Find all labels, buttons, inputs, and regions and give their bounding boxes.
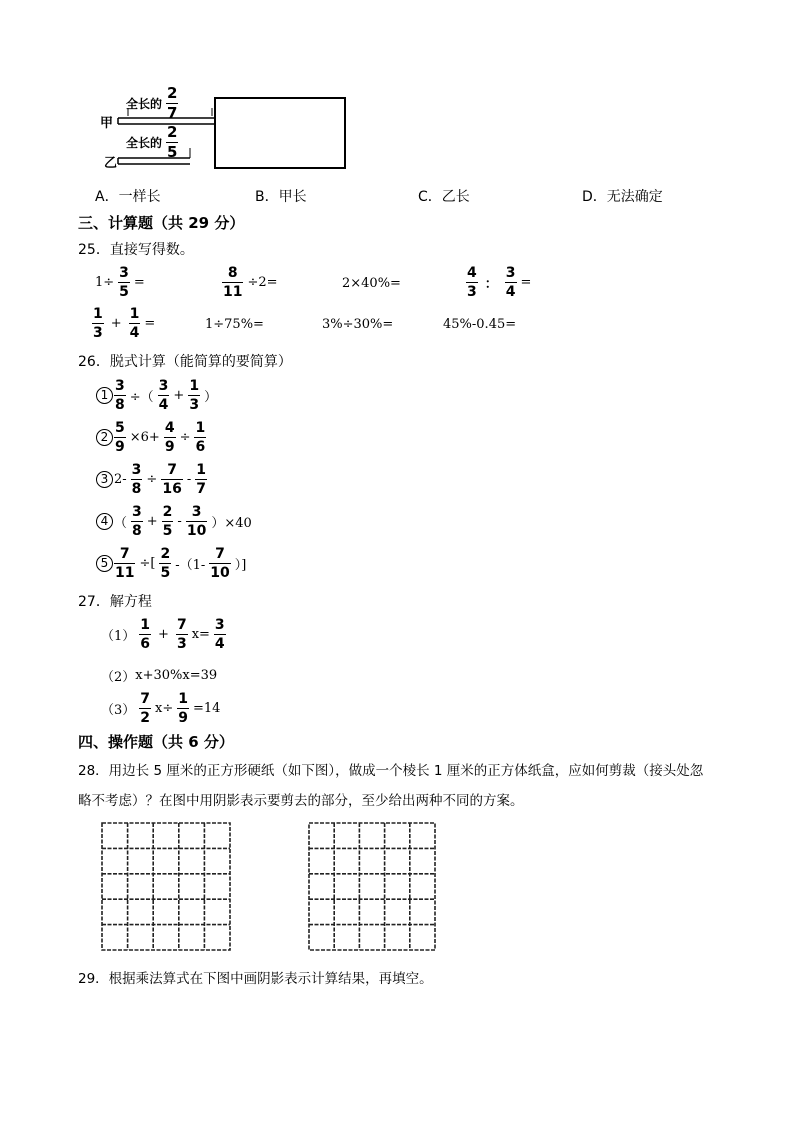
q27-title: 27．解方程 <box>78 594 152 610</box>
jia-caption <box>126 86 182 121</box>
fraction: $\frac{4}{3}$ <box>467 265 477 300</box>
fraction: $\frac{7}{10}$ <box>210 546 230 581</box>
circled-number: 4 <box>96 513 113 530</box>
q25-item-2: $\frac{8}{11}$ ÷2= <box>223 265 278 300</box>
q26-item-2: 2 $\frac{5}{9}$ ×6+ $\frac{4}{9}$ ÷ $\frac{1}{6}$ <box>96 421 210 454</box>
section-4-title: 四、操作题（共 6 分） <box>78 733 234 751</box>
q26-item-3: 3 2- $\frac{3}{8}$ ÷ $\frac{7}{16}$ - $\frac{1}{7}$ <box>96 463 211 496</box>
fraction: $\frac{1}{6}$ <box>140 617 151 652</box>
circled-number: 1 <box>96 387 113 404</box>
yi-caption <box>126 125 182 160</box>
fraction: $\frac{3}{10}$ <box>186 504 207 539</box>
q29-title: 29．根据乘法算式在下图中画阴影表示计算结果，再填空。 <box>78 971 433 987</box>
circled-number: 5 <box>96 555 113 572</box>
yi-caption-text: 全长的 <box>126 136 163 150</box>
option-a[interactable]: A．一样长 <box>95 189 161 205</box>
jia-label: 甲 <box>100 116 114 131</box>
q25-item-6: 1÷75%= <box>205 317 264 332</box>
fraction: $\frac{3}{5}$ <box>119 265 129 300</box>
yi-fraction: $\frac{2}{5}$ <box>167 123 178 161</box>
fraction: $\frac{7}{11}$ <box>115 546 135 581</box>
jia-fraction: $\frac{2}{7}$ <box>167 84 178 122</box>
q25-item-3: 2×40%= <box>342 276 401 291</box>
strip-figure <box>100 78 360 176</box>
q27-equation-2: （2） x+30%x=39 <box>101 668 218 685</box>
fraction: $\frac{1}{7}$ <box>196 462 206 497</box>
grid-paper-right[interactable] <box>308 822 438 952</box>
fraction: $\frac{1}{3}$ <box>189 378 200 413</box>
circled-number: 3 <box>96 471 113 488</box>
fraction: $\frac{1}{3}$ <box>93 306 103 341</box>
fraction: $\frac{4}{9}$ <box>164 420 175 455</box>
fraction: $\frac{7}{3}$ <box>176 617 187 652</box>
circled-number: 2 <box>96 429 113 446</box>
option-b[interactable]: B．甲长 <box>255 189 307 205</box>
q25-item-7: 3%÷30%= <box>322 317 394 332</box>
q26-item-5: 5 $\frac{7}{11}$ ÷[ $\frac{2}{5}$ -（1- $\frac{7}{10}$ ）] <box>96 547 246 580</box>
fraction: $\frac{3}{8}$ <box>131 462 142 497</box>
jia-caption-text: 全长的 <box>126 97 163 111</box>
fraction: $\frac{8}{11}$ <box>223 265 243 300</box>
option-c[interactable]: C．乙长 <box>418 189 470 205</box>
q27-equation-3: （3） $\frac{7}{2}$ x÷ $\frac{1}{9}$ =14 <box>101 691 221 726</box>
q28-line-1: 28．用边长 5 厘米的正方形硬纸（如下图），做成一个棱长 1 厘米的正方体纸盒，应如何剪裁（接头处忽 <box>78 763 704 779</box>
q26-item-1: 1 $\frac{3}{8}$ ÷（ $\frac{3}{4}$ + $\frac{1}{3}$ ） <box>96 379 217 412</box>
q28-line-2: 略不考虑）？在图中用阴影表示要剪去的部分，至少给出两种不同的方案。 <box>78 793 524 809</box>
section-3-title: 三、计算题（共 29 分） <box>78 214 245 232</box>
q26-title: 26．脱式计算（能简算的要简算） <box>78 354 292 370</box>
fraction: $\frac{3}{8}$ <box>132 504 142 539</box>
fraction: $\frac{5}{9}$ <box>115 420 125 455</box>
fraction: $\frac{7}{2}$ <box>140 691 151 726</box>
fraction: $\frac{3}{4}$ <box>214 617 225 652</box>
option-d[interactable]: D．无法确定 <box>582 189 663 205</box>
grid-paper-left[interactable] <box>101 822 233 952</box>
fraction: $\frac{3}{4}$ <box>505 265 516 300</box>
fraction: $\frac{1}{6}$ <box>195 420 206 455</box>
fraction: $\frac{1}{4}$ <box>129 306 140 341</box>
fraction: $\frac{3}{8}$ <box>115 378 125 413</box>
yi-label: 乙 <box>104 156 118 171</box>
q25-title: 25．直接写得数。 <box>78 242 194 258</box>
q25-item-8: 45%-0.45= <box>443 317 517 332</box>
q26-item-4: 4 （ $\frac{3}{8}$ + $\frac{2}{5}$ - $\frac{3}{10}$ ）×40 <box>96 505 252 538</box>
q25-item-4: $\frac{4}{3}$ ： $\frac{3}{4}$ = <box>467 265 532 300</box>
q27-equation-1: （1） $\frac{1}{6}$ + $\frac{7}{3}$ x= $\frac{3}{4}$ <box>101 617 225 652</box>
fraction: $\frac{1}{9}$ <box>178 691 189 726</box>
q25-item-5: $\frac{1}{3}$ + $\frac{1}{4}$ = <box>93 306 156 341</box>
q25-item-1: 1÷ $\frac{3}{5}$ = <box>95 265 145 300</box>
fraction: $\frac{2}{5}$ <box>162 504 173 539</box>
fraction: $\frac{7}{16}$ <box>162 462 182 497</box>
fraction: $\frac{3}{4}$ <box>158 378 169 413</box>
fraction: $\frac{2}{5}$ <box>160 546 171 581</box>
